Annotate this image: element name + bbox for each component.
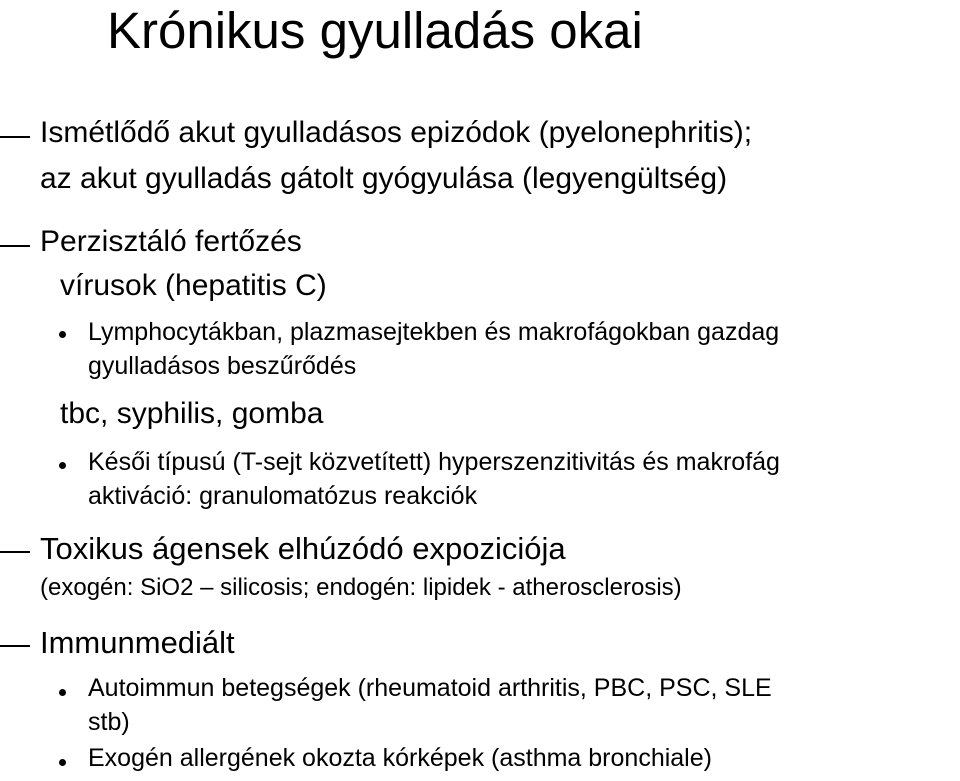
recurrent-line-1: Ismétlődő akut gyulladásos epizódok (pyelonephritis);: [40, 116, 753, 149]
bullet-dot: [59, 462, 66, 469]
bullet-dot: [59, 689, 66, 696]
bullet-dot: [59, 759, 66, 766]
viruses-detail-line-2: gyulladásos beszűrődés: [88, 352, 357, 380]
dash-bullet: [0, 245, 30, 247]
persistent-heading: Perzisztáló fertőzés: [40, 225, 302, 258]
dash-bullet: [0, 136, 30, 138]
bacteria-detail-line-1: Késői típusú (T-sejt közvetített) hyperszenzitivitás és makrofág: [88, 448, 780, 476]
bacteria-detail-line-2: aktiváció: granulomatózus reakciók: [88, 482, 478, 510]
dash-bullet: [0, 551, 30, 553]
bacteria-line: tbc, syphilis, gomba: [60, 397, 324, 430]
bullet-dot: [59, 331, 66, 338]
toxic-heading: Toxikus ágensek elhúzódó expoziciója: [40, 531, 566, 566]
toxic-detail: (exogén: SiO2 – silicosis; endogén: lipidek - atherosclerosis): [40, 574, 682, 601]
viruses-line: vírusok (hepatitis C): [60, 269, 327, 302]
viruses-detail-line-1: Lymphocytákban, plazmasejtekben és makrofágokban gazdag: [88, 318, 780, 346]
immune-item-1-line-1: Autoimmun betegségek (rheumatoid arthritis, PBC, PSC, SLE: [88, 674, 772, 702]
immune-item-1-line-2: stb): [88, 708, 130, 736]
dash-bullet: [0, 645, 30, 647]
slide-title: Krónikus gyulladás okai: [107, 2, 643, 59]
immune-item-2: Exogén allergének okozta kórképek (asthma bronchiale): [88, 744, 712, 772]
recurrent-line-2: az akut gyulladás gátolt gyógyulása (legyengültség): [40, 162, 728, 195]
immune-heading: Immunmediált: [40, 625, 235, 660]
